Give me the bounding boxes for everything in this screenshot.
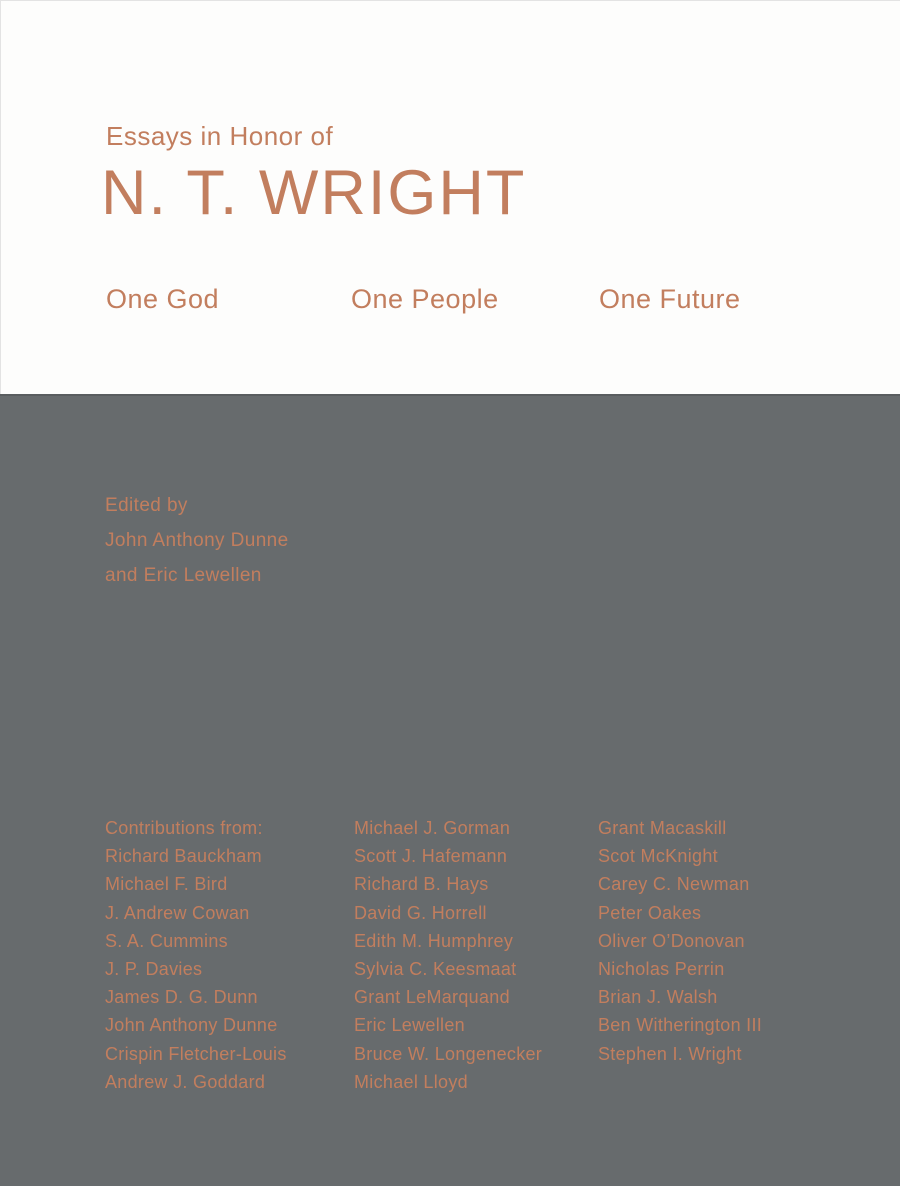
- contributor-name: Brian J. Walsh: [598, 987, 718, 1008]
- contributors-column-1: [105, 814, 287, 1096]
- contributor-name: Carey C. Newman: [598, 874, 750, 895]
- main-title: N. T. WRIGHT: [101, 158, 527, 228]
- contributor-name: Edith M. Humphrey: [354, 930, 514, 951]
- contributors-column-2: [354, 814, 542, 1096]
- contributor-name: Michael Lloyd: [354, 1071, 468, 1092]
- contributor-name: Contributions from:: [105, 818, 263, 838]
- subtitle-one-people: One People: [351, 284, 499, 314]
- contributors-column-3: [598, 814, 762, 1068]
- contributor-name: Nicholas Perrin: [598, 959, 725, 980]
- contributor-name: Peter Oakes: [598, 902, 702, 923]
- contributor-name: Michael J. Gorman: [354, 818, 511, 838]
- contributor-name: Scott J. Hafemann: [354, 846, 508, 867]
- edited-by-line: and Eric Lewellen: [105, 565, 262, 586]
- contributor-name: Michael F. Bird: [105, 874, 228, 895]
- contributor-name: Oliver O’Donovan: [598, 930, 745, 951]
- contributor-name: Richard Bauckham: [105, 846, 262, 867]
- edited-by-line: Edited by: [105, 495, 188, 516]
- cover-bottom-panel: [0, 394, 900, 1186]
- contributor-name: Crispin Fletcher-Louis: [105, 1043, 287, 1064]
- contributor-name: David G. Horrell: [354, 902, 487, 923]
- contributor-name: Andrew J. Goddard: [105, 1071, 266, 1092]
- contributor-name: Grant Macaskill: [598, 818, 727, 838]
- contributor-name: Stephen I. Wright: [598, 1043, 742, 1064]
- contributor-name: Eric Lewellen: [354, 1015, 465, 1036]
- edited-by-block: [105, 488, 289, 593]
- contributor-name: Scot McKnight: [598, 846, 718, 867]
- contributor-name: James D. G. Dunn: [105, 987, 258, 1008]
- contributor-name: John Anthony Dunne: [105, 1015, 278, 1036]
- contributor-name: J. P. Davies: [105, 959, 203, 980]
- contributor-name: S. A. Cummins: [105, 930, 228, 951]
- contributor-name: Sylvia C. Keesmaat: [354, 959, 517, 980]
- contributor-name: Bruce W. Longenecker: [354, 1043, 543, 1064]
- subtitle-one-future: One Future: [599, 284, 741, 314]
- subtitle-one-god: One God: [106, 284, 220, 314]
- contributor-name: Grant LeMarquand: [354, 987, 510, 1008]
- cover-top-panel: [0, 0, 900, 394]
- series-title: Essays in Honor of: [106, 121, 334, 151]
- contributor-name: Ben Witherington III: [598, 1015, 763, 1036]
- edited-by-line: John Anthony Dunne: [105, 530, 289, 551]
- contributor-name: Richard B. Hays: [354, 874, 489, 895]
- contributor-name: J. Andrew Cowan: [105, 902, 250, 923]
